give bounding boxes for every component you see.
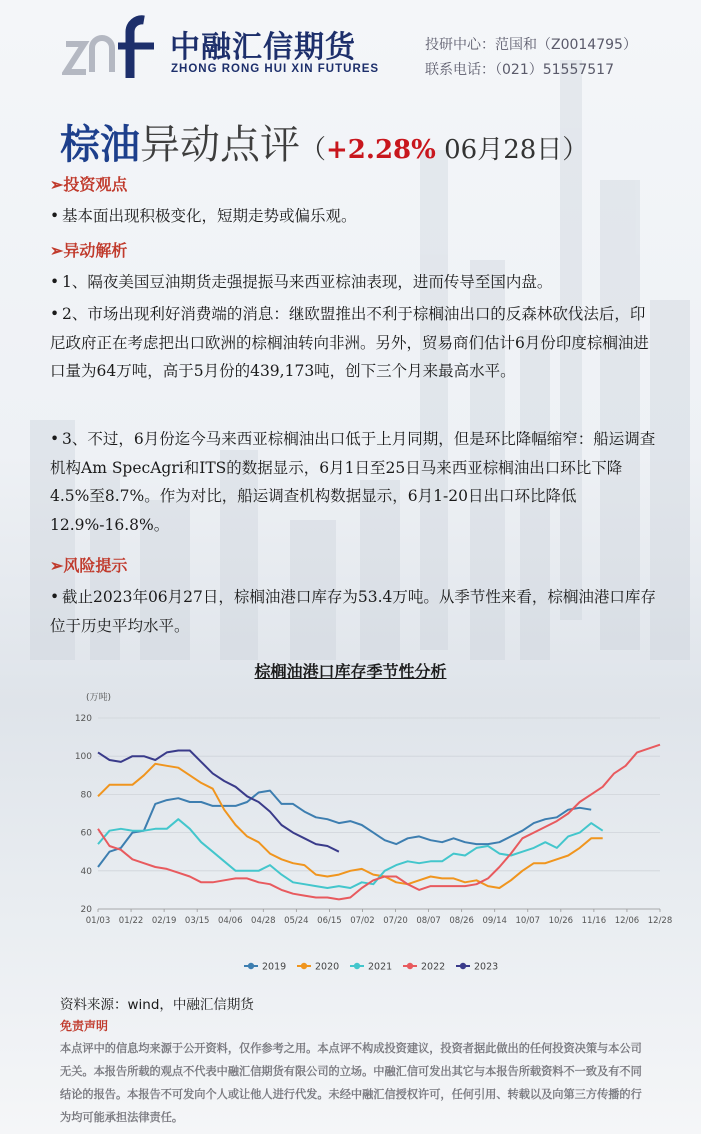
section-heading-risk [50,553,127,576]
y-tick-label: 20 [80,905,92,915]
disclaimer-title: 免责声明 [60,1019,109,1033]
company-logo-icon [62,14,158,80]
section-heading-analysis [50,238,127,261]
x-tick-label: 12/28 [647,916,673,926]
y-tick-label: 60 [80,828,92,839]
header [0,0,701,100]
x-tick-label: 07/20 [383,916,408,926]
x-tick-label: 05/24 [284,916,309,926]
legend-marker [354,963,360,969]
section-heading-label: 异动解析 [63,241,128,260]
section-heading-label: 风险提示 [63,556,128,575]
x-tick-label: 04/28 [251,916,276,926]
title-paren: （ [300,135,327,165]
legend-label: 2019 [262,961,287,973]
series-line-2021 [98,819,603,888]
view-item-text: 基本面出现积极变化，短期走势或偏乐观。 [62,207,357,225]
analysis-item [50,268,656,297]
analysis-item-text: 2、市场出现利好消费端的消息：继欧盟推出不利于棕榈油出口的反森林砍伐法后，印尼政府正在考虑把出口欧洲的棕榈油转向非洲。另外，贸易商们估计6月份印度棕榈油进口量为64万吨，高于5月份的439,173吨，创下三个月来最高水平。 [50,305,649,380]
y-tick-label: 120 [74,714,92,724]
arrow-icon: ➢ [50,556,64,575]
y-tick-label: 80 [80,790,92,801]
contact-phone: 联系电话：（021）51557517 [425,62,614,78]
chart-title: 棕榈油港口库存季节性分析 [254,662,447,681]
x-tick-label: 10/26 [548,916,574,926]
series-line-2020 [98,764,603,888]
data-source: 资料来源：wind，中融汇信期货 [60,997,254,1013]
x-tick-label: 10/07 [515,916,541,926]
series-line-2019 [98,791,591,867]
analysis-item-text: 3、不过，6月份迄今马来西亚棕榈油出口低于上月同期，但是环比降幅缩窄：船运调查机构Am SpecAgri和ITS的数据显示，6月1日至25日马来西亚棕榈油出口环比下降4.5%至8.7%。作为对比，船运调查机构数据显示，6月1-20日出口环比降低12.9%-16.8%。 [50,430,656,534]
section-heading-view [50,172,127,195]
x-tick-label: 08/26 [449,916,474,926]
disclaimer-body: 本点评中的信息均来源于公开资料，仅作参考之用。本点评不构成投资建议，投资者据此做出的任何投资决策与本公司无关。本报告所载的观点不代表中融汇信期货有限公司的立场。中融汇信可发出其它与本报告所载资料不一致及有不同结论的报告。本报告不可发向个人或让他人进行代发。未经中融汇信授权许可，任何引用、转载以及向第三方传播的行为均可能承担法律责任。 [60,1042,642,1124]
analysis-item [50,300,656,386]
report-title [60,113,588,170]
legend-label: 2022 [421,961,446,973]
bullet-icon: • [50,588,60,606]
analysis-item-text: 1、隔夜美国豆油期货走强提振马来西亚棕油表现，进而传导至国内盘。 [62,273,553,291]
legend-label: 2023 [474,961,499,973]
risk-item-text: 截止2023年06月27日，棕榈油港口库存为53.4万吨。从季节性来看，棕榈油港口库存位于历史平均水平。 [50,588,656,635]
bullet-icon: • [50,305,60,323]
legend-label: 2021 [368,961,393,973]
risk-item [50,583,656,640]
legend-marker [248,963,254,969]
x-tick-label: 06/15 [317,916,342,926]
legend-label: 2020 [315,961,340,973]
x-tick-label: 11/16 [581,916,607,926]
y-tick-label: 100 [74,752,92,763]
legend-marker [460,963,466,969]
x-tick-label: 03/15 [184,916,210,926]
x-tick-label: 07/02 [350,916,375,926]
x-tick-label: 12/06 [614,916,640,926]
x-tick-label: 08/07 [416,916,441,926]
contact-info [425,33,637,83]
bullet-icon: • [50,273,60,291]
x-tick-label: 01/22 [118,916,144,926]
arrow-icon: ➢ [50,175,64,194]
title-change-percent: +2.28% [326,135,436,165]
title-product: 棕油 [60,121,140,168]
contact-analyst: 投研中心：范国和（Z0014795） [425,37,637,53]
bullet-icon: • [50,430,60,448]
x-tick-label: 02/19 [151,916,177,926]
title-date: 06月28日） [435,135,589,165]
section-heading-label: 投资观点 [63,175,128,194]
y-axis-label: (万吨) [86,693,112,703]
bullet-icon: • [50,207,60,225]
inventory-seasonal-chart [0,680,701,980]
logo-english-name: ZHONG RONG HUI XIN FUTURES [171,63,380,75]
title-type: 异动点评 [140,122,300,168]
y-tick-label: 40 [80,866,92,877]
legend-marker [407,963,413,969]
x-tick-label: 04/06 [217,916,243,926]
logo-chinese-name: 中融汇信期货 [170,30,356,65]
x-tick-label: 09/14 [482,916,507,926]
analysis-item [50,425,656,539]
legend-marker [301,963,307,969]
arrow-icon: ➢ [50,241,64,260]
view-item [50,202,656,231]
x-tick-label: 01/03 [85,916,111,926]
